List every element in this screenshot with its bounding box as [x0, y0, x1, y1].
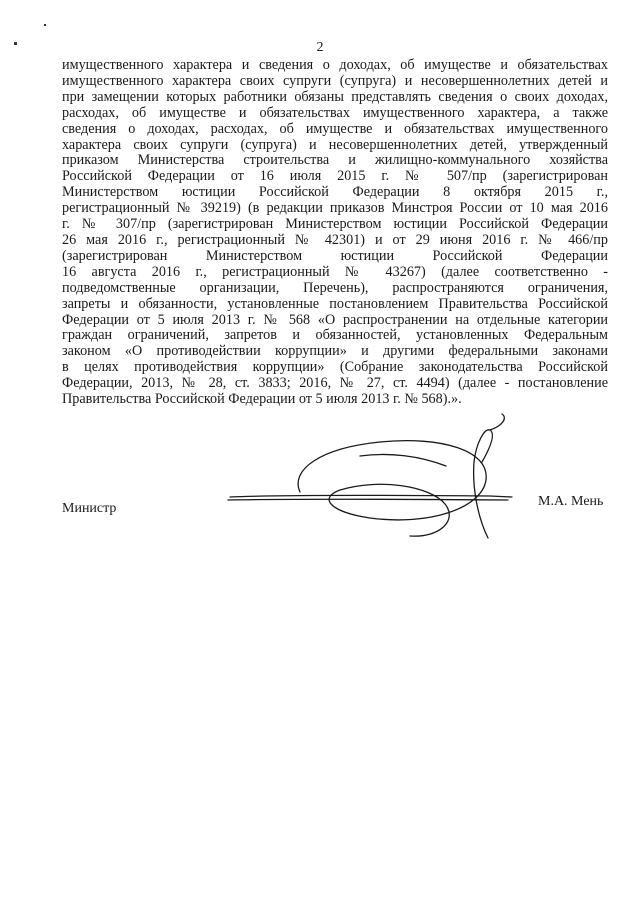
text-line: при замещении которых работники обязаны представлять сведения о своих доходах,: [62, 88, 608, 105]
text-line: законом «О противодействии коррупции» и другими федеральными законами: [62, 343, 608, 360]
text-line: 16 августа 2016 г., регистрационный № 43267) (далее соответственно -: [62, 263, 608, 280]
text-line: в целях противодействия коррупции» (Собрание законодательства Российской: [62, 359, 608, 376]
text-line: (зарегистрирован Министерством юстиции Российской Федерации: [62, 247, 608, 264]
text-line: характера своих супруги (супруга) и несовершеннолетних детей, утвержденный: [62, 136, 608, 153]
text-line: г. № 307/пр (зарегистрирован Министерством юстиции Российской Федерации: [62, 216, 608, 233]
text-line: подведомственные организации, Перечень), распространяются ограничения,: [62, 279, 608, 296]
text-line: Российской Федерации от 16 июля 2015 г. № 507/пр (зарегистрирован: [62, 168, 608, 185]
text-line: сведения о доходах, расходах, об имуществе и обязательствах имущественного: [62, 120, 608, 137]
page-number: 2: [316, 40, 324, 55]
text-line: граждан ограничений, запретов и обязанностей, установленных Федеральным: [62, 327, 608, 344]
text-line: запреты и обязанности, установленные постановлением Правительства Российской: [62, 295, 608, 312]
text-line: имущественного характера своих супруги (супруга) и несовершеннолетних детей и: [62, 72, 608, 89]
text-line: Правительства Российской Федерации от 5 июля 2013 г. № 568).».: [62, 391, 462, 408]
text-line: Федерации от 5 июля 2013 г. № 568 «О распространении на отдельные категории: [62, 311, 608, 328]
handwritten-signature: [190, 400, 530, 550]
text-line: 26 мая 2016 г., регистрационный № 42301) и от 29 июня 2016 г. № 466/пр: [62, 231, 608, 248]
signer-name: М.А. Мень: [538, 494, 604, 509]
text-line: регистрационный № 39219) (в редакции приказов Минстроя России от 10 мая 2016: [62, 200, 608, 217]
text-line: имущественного характера и сведения о доходах, об имуществе и обязательствах: [62, 57, 608, 73]
text-line: расходах, об имуществе и обязательствах имущественного характера, а также: [62, 104, 608, 121]
text-line: Федерации, 2013, № 28, ст. 3833; 2016, № 27, ст. 4494) (далее - постановление: [62, 375, 608, 392]
text-line: Министерством юстиции Российской Федерации 8 октября 2015 г.,: [62, 184, 608, 201]
signer-position: Министр: [62, 501, 117, 516]
body-text: [62, 58, 608, 408]
text-line: приказом Министерства строительства и жилищно-коммунального хозяйства: [62, 152, 608, 169]
scan-speck: [44, 24, 46, 26]
scan-speck: [14, 42, 17, 45]
